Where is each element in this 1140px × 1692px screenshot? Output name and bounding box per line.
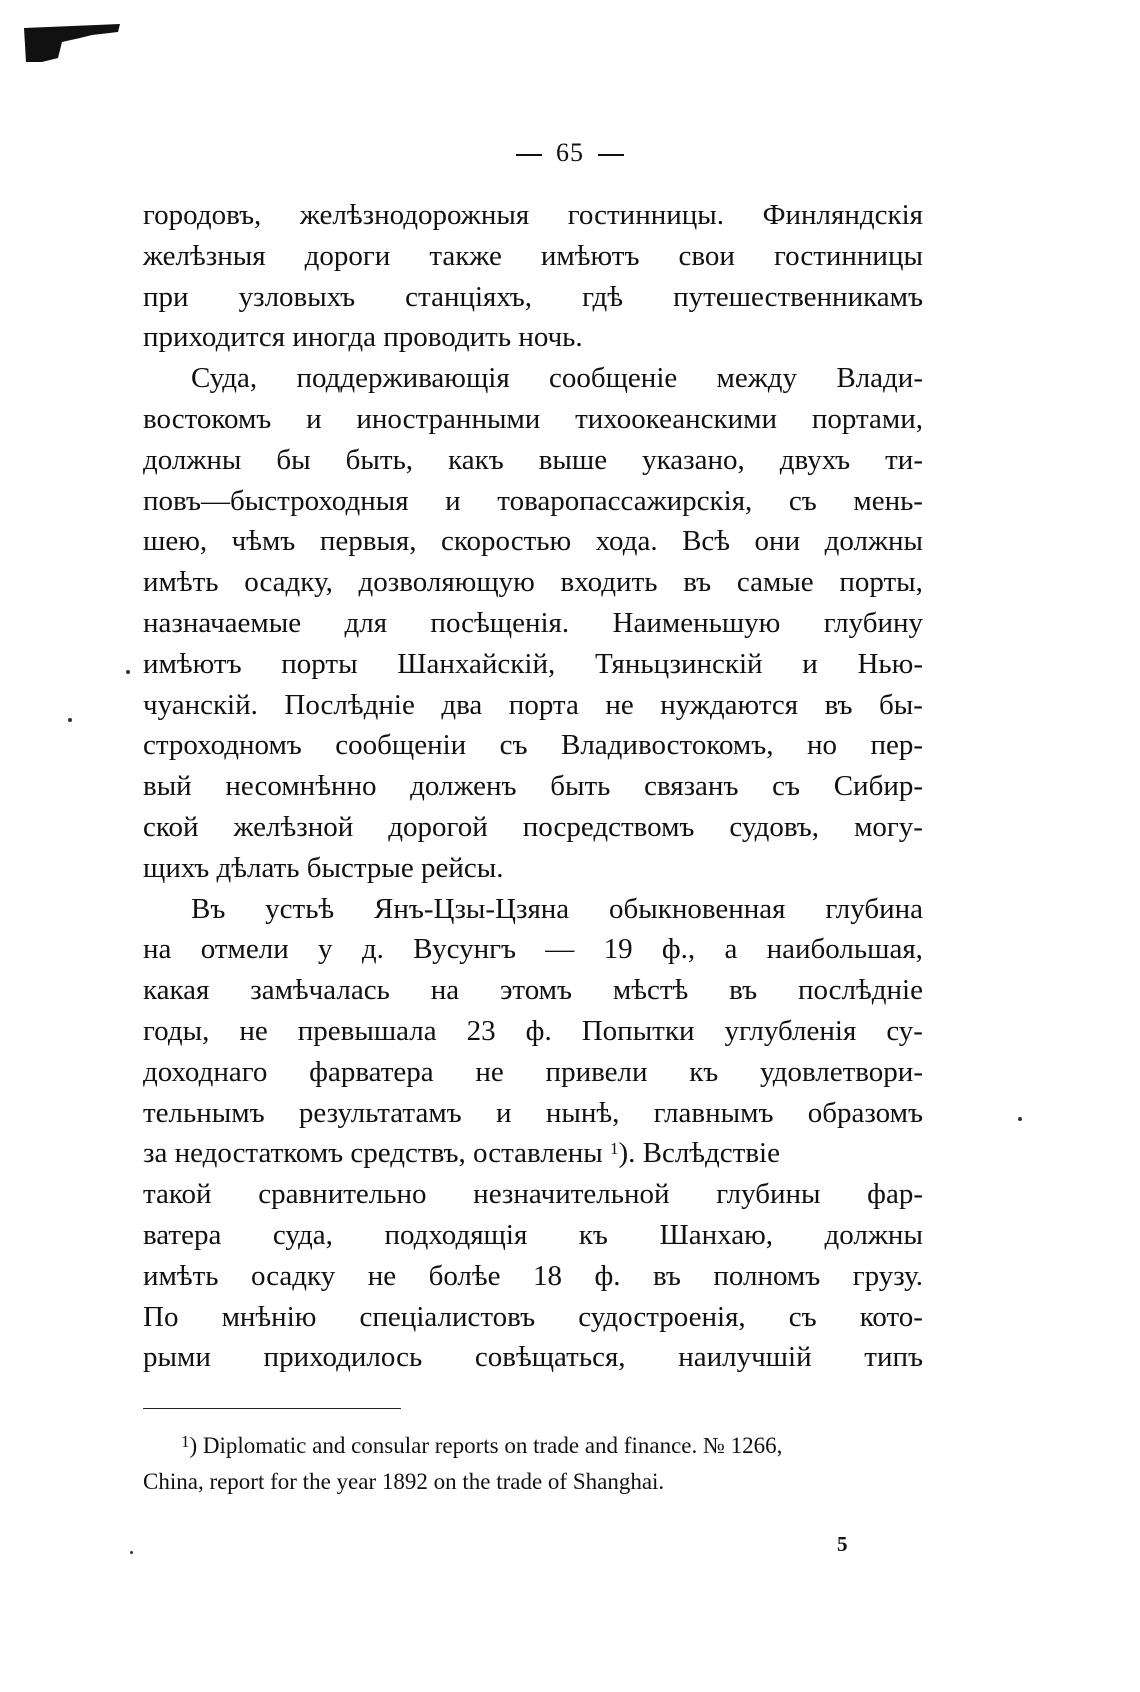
word: такой [143, 1178, 212, 1211]
word: подходящія [384, 1218, 528, 1251]
word: По [143, 1300, 179, 1333]
word: долженъ [410, 770, 517, 803]
word: къ [578, 1218, 608, 1251]
word: глубина [825, 892, 923, 925]
word: 18 [532, 1259, 562, 1292]
scan-speck [68, 718, 72, 722]
header-dash-right [598, 154, 624, 156]
word: болѣе [428, 1259, 501, 1292]
word: 19 [603, 933, 633, 966]
text-line [143, 807, 923, 848]
word: грузу. [852, 1259, 923, 1292]
word: посредствомъ [522, 810, 695, 843]
text-line [143, 1052, 923, 1093]
text-line [143, 644, 923, 685]
word: образомъ [807, 1096, 923, 1129]
word: гостинницы. [567, 199, 725, 231]
word: фар- [867, 1178, 923, 1211]
word: ти- [885, 443, 923, 476]
text-line [143, 889, 923, 930]
word: главнымъ [653, 1096, 774, 1129]
word: сообщеніе [548, 362, 678, 395]
word: въ [683, 566, 712, 599]
word: но [806, 729, 837, 762]
word: Попытки [581, 1014, 695, 1047]
word: полномъ [713, 1259, 821, 1292]
word: въ [652, 1259, 681, 1292]
word: Шанхаю, [659, 1218, 774, 1251]
word: не [605, 688, 634, 721]
text-line [143, 277, 923, 318]
word: у [318, 933, 333, 966]
word: ф. [525, 1014, 552, 1047]
word: станціяхъ, [405, 280, 533, 313]
word: скоростью [440, 525, 572, 558]
word: дорогой [388, 810, 488, 843]
word: желѣзнодорожныя [299, 199, 530, 231]
word: осадку, [244, 566, 333, 599]
word: удовлетвори- [760, 1055, 923, 1088]
word: Владивостокомъ, [560, 729, 774, 762]
word: сравнительно [258, 1178, 427, 1211]
text-line [143, 685, 923, 726]
word: совѣщаться, [474, 1341, 626, 1374]
text-line [143, 766, 923, 807]
word: и [445, 484, 461, 517]
word: незначительной [473, 1178, 670, 1211]
word: Сибир- [833, 770, 923, 803]
word: нынѣ, [545, 1096, 620, 1129]
footnote-line: China, report for the year 1892 on the trade of Shanghai. [143, 1469, 665, 1494]
word: входить [560, 566, 658, 599]
word: послѣдніе [797, 974, 923, 1007]
word: должны [824, 525, 923, 558]
text-line [143, 481, 923, 522]
word: Наименьшую [612, 606, 781, 639]
footnote [143, 1428, 923, 1500]
word: желѣзныя [143, 239, 266, 272]
word: Шанхайскій, [397, 647, 556, 680]
word: несомнѣнно [225, 770, 377, 803]
word: имѣютъ [143, 647, 242, 680]
word: отмели [200, 933, 289, 966]
word: и [495, 1096, 512, 1129]
word: съ [788, 1300, 817, 1333]
scan-speck [126, 670, 130, 674]
word: назначаемые [143, 606, 302, 639]
word: тихоокеанскими [575, 402, 778, 435]
text-line [143, 1011, 923, 1052]
word: Янъ-Цзы-Цзяна [374, 892, 570, 925]
word: мнѣнію [221, 1300, 317, 1333]
word: Вусунгъ [413, 933, 516, 966]
word: Финляндскія [762, 199, 923, 231]
body-text [143, 195, 923, 1378]
word: превышала [297, 1014, 437, 1047]
word: могу- [854, 810, 923, 843]
word: углубленія [724, 1014, 857, 1047]
word: съ [788, 484, 817, 517]
word: Всѣ [682, 525, 731, 558]
word: къ [689, 1055, 719, 1088]
word: хода. [595, 525, 658, 558]
word: ф. [594, 1259, 621, 1292]
word: этомъ [499, 974, 572, 1007]
word: должны [824, 1218, 923, 1251]
word: ф., [661, 933, 696, 966]
text-line [143, 1297, 923, 1338]
text-line [143, 1093, 923, 1134]
word: ской [143, 810, 199, 843]
text-line [143, 562, 923, 603]
word: два [441, 688, 483, 721]
word: съ [499, 729, 528, 762]
word: — [545, 933, 575, 966]
text-line: щихъ дѣлать быстрые рейсы. [143, 851, 504, 884]
word: на [143, 933, 172, 966]
word: чуанскій. [143, 688, 258, 721]
word: иностранными [356, 402, 541, 435]
word: Тяньцзинскій [594, 647, 763, 680]
word: годы, [143, 1014, 210, 1047]
word: спеціалистовъ [359, 1300, 536, 1333]
word: указано, [642, 443, 745, 476]
word: не [475, 1055, 504, 1088]
footnote-line: $^1$) Diplomatic and consular reports on trade and finance. № 1266, [181, 1432, 783, 1458]
word: гостинницы [773, 239, 923, 272]
word: кото- [859, 1300, 923, 1333]
page-number: 65 [556, 138, 584, 167]
word: въ [824, 688, 853, 721]
footnote-marker: 1 [181, 1432, 190, 1451]
word: Влади- [836, 362, 923, 395]
word: также [429, 239, 502, 272]
word: судостроенія, [578, 1300, 746, 1333]
word: дороги [304, 239, 391, 272]
word: пер- [870, 729, 923, 762]
word: д. [361, 933, 384, 966]
word: и [802, 647, 818, 680]
word: приходилось [263, 1341, 423, 1374]
word: быть, [345, 443, 414, 476]
scan-speck [1018, 1117, 1022, 1121]
text-line [143, 725, 923, 766]
word: посѣщенія. [430, 606, 570, 639]
header-dash-left [516, 154, 542, 156]
text-line: приходится иногда проводить ночь. [143, 321, 583, 354]
word: портами, [811, 402, 923, 435]
text-line [143, 1215, 923, 1256]
word: глубину [823, 606, 923, 639]
word: замѣчалась [250, 974, 390, 1007]
word: 23 [466, 1014, 496, 1047]
word: су- [886, 1014, 923, 1047]
word: путешественникамъ [673, 280, 923, 313]
word: связанъ [644, 770, 739, 803]
word: первыя, [319, 525, 417, 558]
text-line [143, 603, 923, 644]
word: должны [143, 443, 242, 476]
word: не [367, 1259, 397, 1292]
word: наибольшая, [766, 933, 923, 966]
word: дозволяющую [358, 566, 535, 599]
word: свои [678, 239, 735, 272]
word: бы- [879, 688, 923, 721]
word: востокомъ [143, 402, 272, 435]
word: имѣть [143, 566, 219, 599]
word: не [239, 1014, 268, 1047]
word: строходномъ [143, 729, 302, 762]
word: тельнымъ [143, 1096, 265, 1129]
word: мень- [853, 484, 923, 517]
text-line [143, 1174, 923, 1215]
word: быть [550, 770, 611, 803]
text-line [143, 358, 923, 399]
word: гдѣ [582, 280, 624, 313]
text-line [143, 440, 923, 481]
word: порты, [839, 566, 923, 599]
text-line [143, 236, 923, 277]
text-line [143, 929, 923, 970]
text-line [143, 1337, 923, 1378]
word: доходнаго [143, 1055, 268, 1088]
footnote-divider [143, 1408, 401, 1409]
text-line [143, 195, 923, 236]
word: имѣютъ [540, 239, 640, 272]
scan-artifact-mark [22, 22, 122, 64]
signature-mark: 5 [837, 1532, 848, 1556]
word: съ [772, 770, 801, 803]
word: обыкновенная [609, 892, 786, 925]
word: мѣстѣ [612, 974, 689, 1007]
word: для [344, 606, 388, 639]
word: Въ [191, 892, 226, 925]
word: чѣмъ [231, 525, 296, 558]
scan-speck [130, 1551, 133, 1554]
text-line [143, 1256, 923, 1297]
word: имѣть [143, 1259, 219, 1292]
word: повъ—быстроходныя [143, 484, 409, 517]
word: при [143, 280, 189, 313]
word: поддерживающія [296, 362, 510, 395]
word: наилучшій [678, 1341, 812, 1374]
word: узловыхъ [238, 280, 356, 313]
word: шею, [143, 525, 208, 558]
word: устьѣ [265, 892, 335, 925]
word: на [430, 974, 460, 1007]
word: Суда, [191, 362, 258, 395]
word: нуждаются [660, 688, 799, 721]
word: ватера [143, 1218, 222, 1251]
footnote-reference[interactable]: 1 [609, 1139, 619, 1159]
text-line [143, 970, 923, 1011]
word: двухъ [779, 443, 851, 476]
word: порты [281, 647, 358, 680]
word: и [306, 402, 322, 435]
word: какъ [448, 443, 504, 476]
word: они [754, 525, 801, 558]
word: результатамъ [298, 1096, 462, 1129]
word: а [724, 933, 738, 966]
word: судовъ, [729, 810, 820, 843]
text-line [143, 521, 923, 562]
word: въ [729, 974, 758, 1007]
word: товаропассажирскія, [497, 484, 753, 517]
page-header [0, 138, 1140, 168]
word: выше [538, 443, 608, 476]
word: желѣзной [233, 810, 354, 843]
word: между [716, 362, 798, 395]
word: сообщеніи [335, 729, 467, 762]
word: Послѣдніе [284, 688, 415, 721]
word: осадку [250, 1259, 336, 1292]
word: городовъ, [143, 199, 262, 231]
word: вый [143, 770, 192, 803]
word: суда, [272, 1218, 333, 1251]
word: самые [736, 566, 814, 599]
word: глубины [716, 1178, 821, 1211]
word: порта [508, 688, 579, 721]
word: бы [276, 443, 311, 476]
word: рыми [143, 1341, 211, 1374]
text-line: за недостаткомъ средствъ, оставлены $^1$). Вслѣдствіе [143, 1137, 780, 1170]
word: привели [545, 1055, 648, 1088]
text-line [143, 399, 923, 440]
word: какая [143, 974, 210, 1007]
word: фарватера [309, 1055, 434, 1088]
word: типъ [864, 1341, 923, 1374]
word: Нью- [857, 647, 923, 680]
